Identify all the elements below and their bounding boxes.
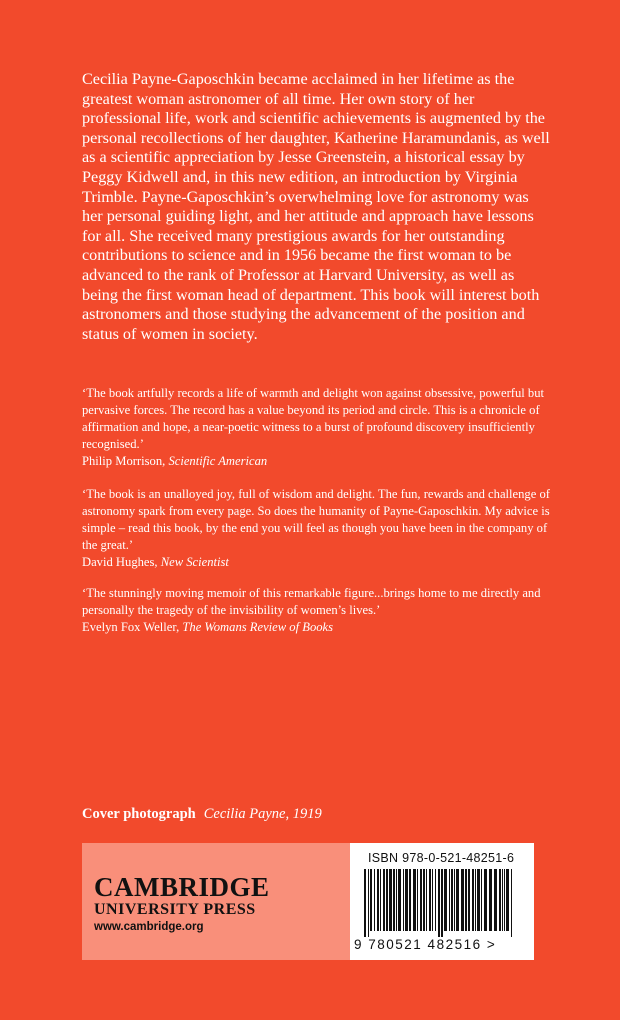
review-author: Evelyn Fox Weller, bbox=[82, 620, 180, 634]
isbn-label: ISBN 978-0-521-48251-6 bbox=[368, 851, 515, 865]
publisher-box bbox=[82, 843, 534, 960]
review-quote bbox=[82, 585, 552, 636]
review-author: Philip Morrison, bbox=[82, 454, 166, 468]
barcode-icon bbox=[364, 869, 514, 937]
cover-photo-caption: Cecilia Payne, 1919 bbox=[203, 806, 322, 822]
review-publication: Scientific American bbox=[168, 454, 268, 468]
publisher-name: CAMBRIDGE bbox=[94, 872, 270, 902]
review-source bbox=[82, 619, 552, 636]
review-quote bbox=[82, 486, 552, 571]
review-text: ‘The book is an unalloyed joy, full of wisdom and delight. The fun, rewards and challenge of astronomy spark from every page. So does the humanity of Payne-Gaposchkin. My advice is simple – read this book, by the end you will feel as though you have been in the company of the great.’ bbox=[82, 487, 550, 552]
review-source bbox=[82, 453, 552, 470]
review-publication: New Scientist bbox=[160, 555, 229, 569]
isbn-digits: 9 780521 482516 > bbox=[354, 937, 497, 952]
cover-photo-label: Cover photograph bbox=[82, 806, 196, 822]
review-source bbox=[82, 554, 552, 571]
review-author: David Hughes, bbox=[82, 555, 158, 569]
publisher-subtitle: UNIVERSITY PRESS bbox=[94, 901, 256, 918]
review-text: ‘The book artfully records a life of warmth and delight won against obsessive, powerful but pervasive forces. The record has a value beyond its period and circle. This is a chronicle of affirmation and hope, a near-poetic witness to a burst of profound discovery insufficiently recognised.’ bbox=[82, 386, 544, 451]
review-quote bbox=[82, 385, 552, 470]
book-description: Cecilia Payne-Gaposchkin became acclaimed in her lifetime as the greatest woman astronomer of all time. Her own story of her professional life, work and scientific achievements is augmented by the personal recollections of her daughter, Katherine Haramundanis, as well as a scientific appreciation by Jesse Greenstein, a historical essay by Peggy Kidwell and, in this new edition, an introduction by Virginia Trimble. Payne-Gaposchkin’s overwhelming love for astronomy was her personal guiding light, and her attitude and approach have lessons for all. She received many prestigious awards for her outstanding contributions to science and in 1956 became the first woman to be advanced to the rank of Professor at Harvard University, as well as being the first woman head of department. This book will interest both astronomers and those studying the advancement of the position and status of women in society. bbox=[82, 70, 550, 343]
review-publication: The Womans Review of Books bbox=[182, 620, 334, 634]
review-text: ‘The stunningly moving memoir of this remarkable figure...brings home to me directly and personally the tragedy of the invisibility of women’s lives.’ bbox=[82, 586, 541, 617]
cover-photo-credit bbox=[82, 806, 322, 823]
publisher-url: www.cambridge.org bbox=[94, 921, 204, 933]
